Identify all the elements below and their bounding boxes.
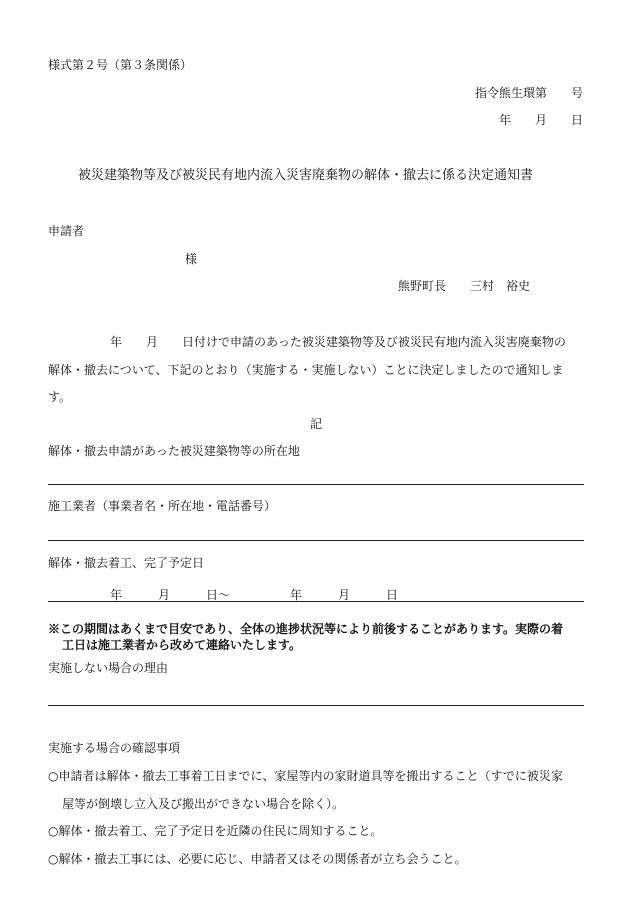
- ki-heading: 記: [310, 417, 323, 431]
- confirm-item: ○解体・撤去着工、完了予定日を近隣の住民に周知すること。: [48, 824, 383, 838]
- document-title: 被災建築物等及び被災民有地内流入災害廃棄物の解体・撤去に係る決定通知書: [78, 168, 534, 183]
- schedule-dates: 年 月 日～ 年 月 日: [110, 588, 399, 602]
- notice-line: ※この期間はあくまで目安であり、全体の進捗状況等により前後することがあります。実際の着: [48, 622, 564, 636]
- location-line: [48, 484, 584, 485]
- confirm-item: ○解体・撤去工事には、必要に応じ、申請者又はその関係者が立ち会うこと。: [48, 852, 467, 866]
- body-line: す。: [48, 390, 72, 404]
- form-number: 様式第２号（第３条関係）: [48, 58, 193, 72]
- document-date: 年 月 日: [498, 113, 583, 127]
- honorific: 様: [185, 252, 198, 266]
- schedule-line: [48, 601, 584, 602]
- confirm-label: 実施する場合の確認事項: [48, 741, 181, 755]
- location-label: 解体・撤去申請があった被災建築物等の所在地: [48, 444, 300, 458]
- contractor-line: [48, 540, 584, 541]
- document-number: 指令熊生環第 号: [474, 86, 583, 100]
- confirm-item: 屋等が倒壊し立入及び搬出ができない場合を除く）。: [62, 797, 345, 811]
- body-line: 年 月 日付けで申請のあった被災建築物等及び被災民有地内流入災害廃棄物の: [110, 335, 566, 349]
- reason-label: 実施しない場合の理由: [48, 661, 169, 675]
- body-line: 解体・撤去について、下記のとおり（実施する・実施しない）ことに決定しましたので通知しま: [48, 363, 564, 377]
- schedule-label: 解体・撤去着工、完了予定日: [48, 556, 205, 570]
- reason-line: [48, 705, 584, 706]
- issuer-name: 熊野町長 三村 裕史: [398, 279, 531, 293]
- applicant-label: 申請者: [48, 224, 85, 238]
- confirm-item: ○申請者は解体・撤去工事着工日までに、家屋等内の家財道具等を搬出すること（すでに被災家: [48, 769, 563, 783]
- notice-line: 工日は施工業者から改めて連絡いたします。: [62, 638, 302, 652]
- contractor-label: 施工業者（事業者名・所在地・電話番号）: [48, 499, 277, 513]
